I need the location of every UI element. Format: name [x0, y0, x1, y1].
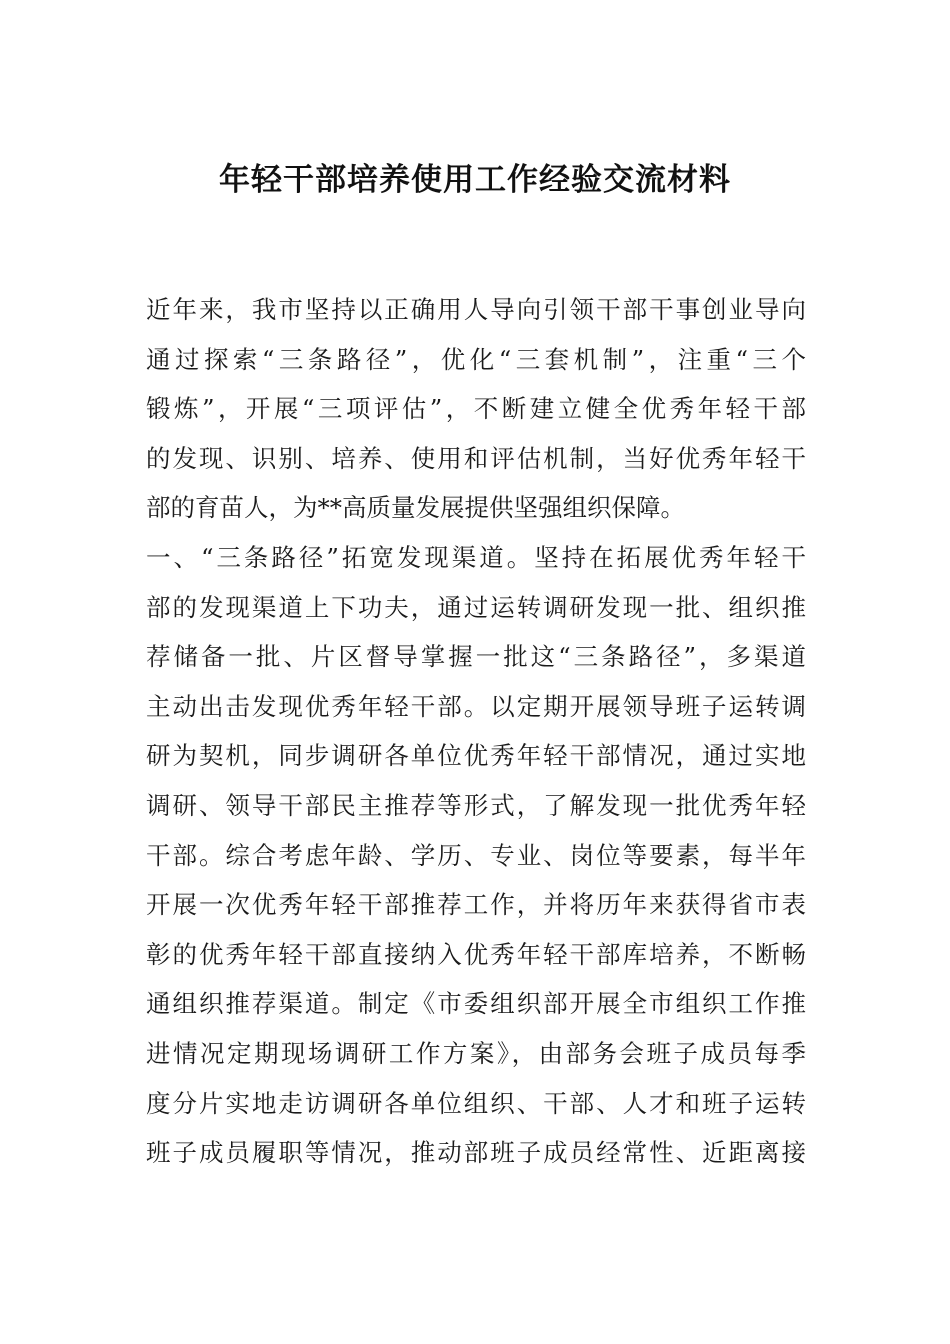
body-line: 一、“三条路径”拓宽发现渠道。坚持在拓展优秀年轻干 — [146, 542, 806, 572]
body-line: 彰的优秀年轻干部直接纳入优秀年轻干部库培养，不断畅 — [146, 939, 806, 969]
body-line: 开展一次优秀年轻干部推荐工作，并将历年来获得省市表 — [146, 890, 806, 920]
document-title: 年轻干部培养使用工作经验交流材料 — [219, 162, 731, 198]
body-line: 部的发现渠道上下功夫，通过运转调研发现一批、组织推 — [146, 592, 806, 622]
body-line: 研为契机，同步调研各单位优秀年轻干部情况，通过实地 — [146, 741, 806, 771]
body-line: 班子成员履职等情况，推动部班子成员经常性、近距离接 — [146, 1138, 806, 1168]
body-line: 的发现、识别、培养、使用和评估机制，当好优秀年轻干 — [146, 443, 806, 473]
body-line: 近年来，我市坚持以正确用人导向引领干部干事创业导向 — [146, 295, 806, 324]
body-line: 锻炼”，开展“三项评估”，不断建立健全优秀年轻干部 — [146, 394, 806, 424]
document-body — [146, 292, 806, 1185]
body-line: 主动出击发现优秀年轻干部。以定期开展领导班子运转调 — [146, 691, 806, 721]
body-line: 度分片实地走访调研各单位组织、干部、人才和班子运转 — [146, 1088, 806, 1118]
body-line: 进情况定期现场调研工作方案》，由部务会班子成员每季 — [146, 1038, 806, 1068]
body-line: 调研、领导干部民主推荐等形式，了解发现一批优秀年轻 — [146, 790, 806, 820]
body-line: 干部。综合考虑年龄、学历、专业、岗位等要素，每半年 — [146, 840, 806, 870]
body-line: 部的育苗人，为**高质量发展提供坚强组织保障。 — [146, 493, 685, 523]
body-line: 荐储备一批、片区督导掌握一批这“三条路径”，多渠道 — [146, 642, 806, 672]
body-line: 通组织推荐渠道。制定《市委组织部开展全市组织工作推 — [146, 989, 806, 1019]
body-line: 通过探索“三条路径”，优化“三套机制”，注重“三个 — [146, 344, 806, 374]
